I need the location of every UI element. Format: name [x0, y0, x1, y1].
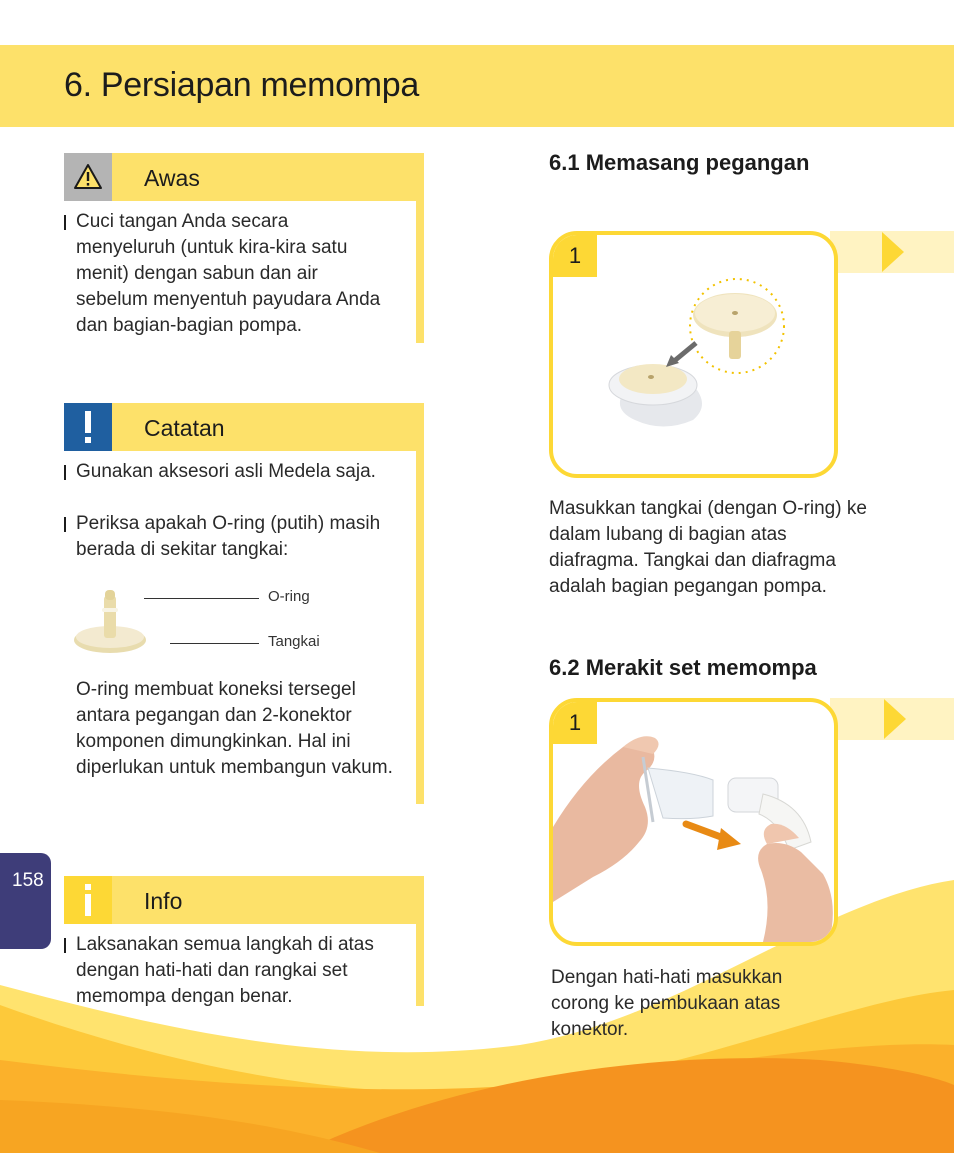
info-sidebar — [416, 924, 424, 1006]
warning-sidebar — [416, 201, 424, 343]
oring-label: O-ring — [268, 588, 310, 605]
section-heading-6-1: 6.1 Memasang pegangan — [549, 150, 810, 175]
oring-pointer-line — [144, 598, 259, 599]
info-title: Info — [144, 888, 183, 914]
step-caption-6-1: Masukkan tangkai (dengan O-ring) ke dalam lubang di bagian atas diafragma. Tangkai dan diafragma adalah bagian pegangan pompa. — [549, 498, 867, 597]
warning-header — [64, 153, 424, 201]
note-item: Periksa apakah O-ring (putih) masih berada di sekitar tangkai: — [64, 511, 384, 563]
page-number: 158 — [12, 870, 44, 891]
warning-box — [64, 153, 424, 339]
warning-item: Cuci tangan Anda secara menyeluruh (untuk kira-kira satu menit) dengan sabun dan air sebelum menyentuh payudara Anda dan bagian-bagian pompa. — [64, 209, 384, 339]
next-arrow-icon — [884, 699, 906, 739]
warning-icon — [64, 153, 112, 201]
next-arrow-icon — [882, 232, 904, 272]
info-header — [64, 876, 424, 924]
note-header — [64, 403, 424, 451]
step-number: 1 — [553, 235, 597, 277]
page-title: 6. Persiapan memompa — [64, 66, 419, 104]
info-item: Laksanakan semua langkah di atas dengan hati-hati dan rangkai set memompa dengan benar. — [64, 932, 399, 1010]
exclamation-icon — [64, 403, 112, 451]
note-sidebar — [416, 451, 424, 804]
step-image-frame — [549, 698, 838, 946]
step-image-frame — [549, 231, 838, 478]
note-title: Catatan — [144, 415, 225, 441]
handle-assembly-image — [553, 235, 834, 474]
note-item: Gunakan aksesori asli Medela saja. — [64, 459, 412, 485]
assembly-hands-image — [553, 702, 834, 942]
note-paragraph: O-ring membuat koneksi tersegel antara pegangan dan 2-konektor komponen dimungkinkan. Hal ini diperlukan untuk membangun vakum. — [76, 679, 393, 778]
info-box — [64, 876, 424, 1010]
note-box — [64, 403, 424, 778]
info-icon — [64, 876, 112, 924]
stem-pointer-line — [170, 643, 259, 644]
section-heading-6-2: 6.2 Merakit set memompa — [549, 655, 817, 680]
stem-label: Tangkai — [268, 633, 320, 650]
step-caption-6-2: Dengan hati-hati masukkan corong ke pembukaan atas konektor. — [551, 967, 783, 1040]
warning-title: Awas — [144, 165, 200, 191]
stem-with-oring-image — [70, 588, 150, 660]
step-number: 1 — [553, 702, 597, 744]
page-tab — [0, 853, 51, 949]
